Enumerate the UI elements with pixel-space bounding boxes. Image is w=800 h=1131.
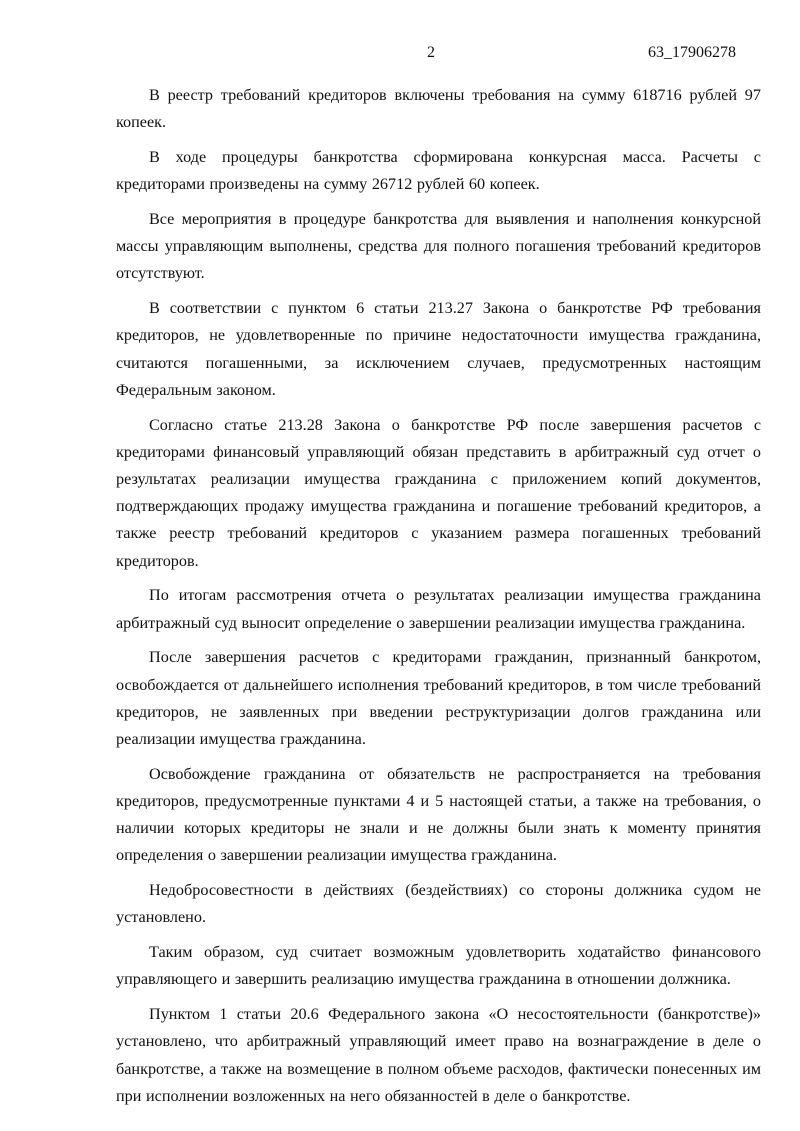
paragraph: Таким образом, суд считает возможным удовлетворить ходатайство финансового управляющего и завершить реализацию имущества гражданина в отношении должника.: [116, 943, 761, 989]
document-body: [116, 82, 761, 1118]
paragraph: В ходе процедуры банкротства сформирована конкурсная масса. Расчеты с кредиторами произведены на сумму 26712 рублей 60 копеек.: [116, 148, 761, 194]
paragraph: Пунктом 1 статьи 20.6 Федерального закона «О несостоятельности (банкротстве)» установлено, что арбитражный управляющий имеет право на вознаграждение в деле о банкротстве, а также на возмещение в полном объеме расходов, фактически понесенных им при исполнении возложенных на него обязанностей в деле о банкротстве.: [116, 1005, 761, 1105]
paragraph: Освобождение гражданина от обязательств не распространяется на требования кредиторов, предусмотренные пунктами 4 и 5 настоящей статьи, а также на требования, о наличии которых кредиторы не знали и не должны были знать к моменту принятия определения о завершении реализации имущества гражданина.: [116, 764, 761, 865]
paragraph: Согласно статье 213.28 Закона о банкротстве РФ после завершения расчетов с кредиторами финансовый управляющий обязан представить в арбитражный суд отчет о результатах реализации имущества гражданина с приложением копий документов, подтверждающих продажу имущества гражданина и погашение требований кредиторов, а также реестр требований кредиторов с указанием размера погашенных требований кредиторов.: [116, 415, 761, 570]
paragraph: После завершения расчетов с кредиторами гражданин, признанный банкротом, освобождается от дальнейшего исполнения требований кредиторов, в том числе требований кредиторов, не заявленных при введении реструктуризации долгов гражданина или реализации имущества гражданина.: [116, 648, 761, 749]
case-number: 63_17906278: [648, 44, 736, 61]
paragraph: В реестр требований кредиторов включены требования на сумму 618716 рублей 97 копеек.: [116, 86, 761, 132]
page-number: 2: [427, 44, 435, 61]
paragraph: По итогам рассмотрения отчета о результатах реализации имущества гражданина арбитражный суд выносит определение о завершении реализации имущества гражданина.: [116, 586, 761, 632]
page-header: [0, 44, 800, 68]
paragraph: Все мероприятия в процедуре банкротства для выявления и наполнения конкурсной массы управляющим выполнены, средства для полного погашения требований кредиторов отсутствуют.: [116, 210, 761, 283]
paragraph: В соответствии с пунктом 6 статьи 213.27 Закона о банкротстве РФ требования кредиторов, не удовлетворенные по причине недостаточности имущества гражданина, считаются погашенными, за исключением случаев, предусмотренных настоящим Федеральным законом.: [116, 299, 761, 399]
paragraph: Недобросовестности в действиях (бездействиях) со стороны должника судом не установлено.: [116, 881, 761, 927]
